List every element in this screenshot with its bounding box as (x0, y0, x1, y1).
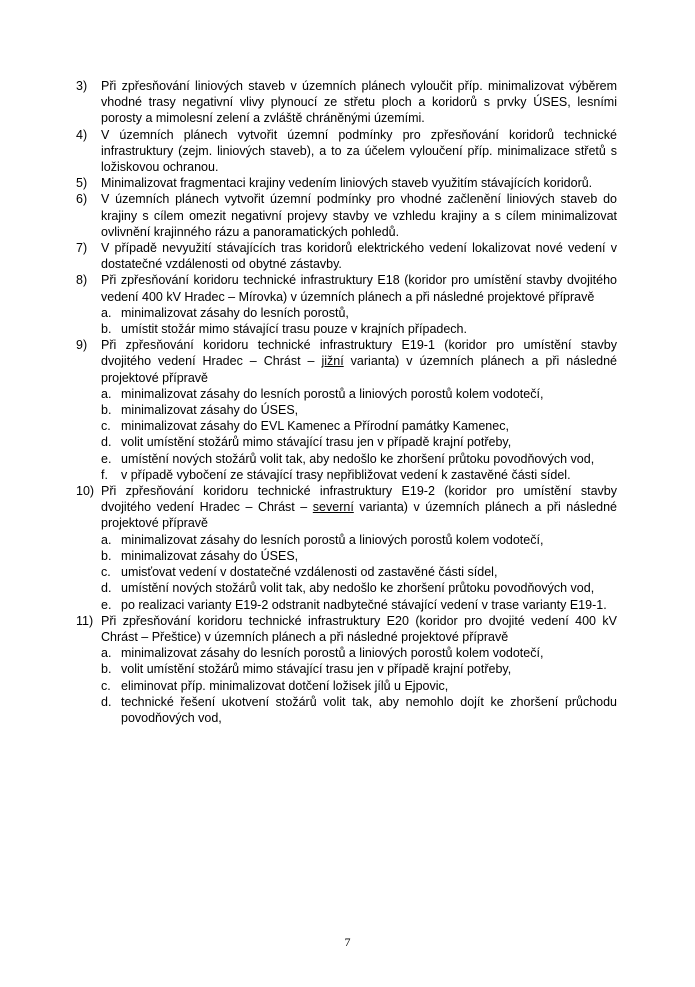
sub-item-letter: d. (101, 581, 112, 596)
sub-item (76, 678, 617, 694)
sub-item-letter: c. (101, 419, 111, 434)
sub-item (76, 321, 617, 337)
item-number: 3) (76, 79, 88, 93)
item-text-part: Při zpřesňování koridoru technické infrastruktury E19-2 (koridor pro umístění stavby dvojitého vedení Hradec – Chrást – (101, 484, 617, 515)
sub-item-text: minimalizovat zásahy do ÚSES, (121, 403, 299, 418)
item-text-part: varianta) v územních plánech a při následné projektové přípravě (101, 354, 618, 385)
list-item-7 (76, 240, 617, 272)
sub-item-letter: b. (101, 322, 112, 337)
item-text: Minimalizovat fragmentaci krajiny vedením liniových staveb využitím stávajících koridorů. (101, 176, 593, 191)
list-item-4 (76, 127, 617, 176)
sub-item (76, 386, 617, 402)
item-text-part: Při zpřesňování koridoru technické infrastruktury E19-1 (koridor pro umístění stavby dvojitého vedení Hradec – Chrást – (101, 338, 617, 369)
sublist-9 (76, 386, 617, 483)
item-number: 10) (76, 484, 95, 499)
item-text: V případě nevyužití stávajících tras koridorů elektrického vedení lokalizovat nové vedení v dostatečné vzdálenosti od obytné zástavby. (101, 241, 617, 272)
item-text: V územních plánech vytvořit územní podmínky pro zpřesňování koridorů technické infrastruktury (zejm. liniových staveb), a to za účelem vyloučení příp. minimalizace střetů s ložiskovou ochranou. (101, 127, 617, 175)
sub-item-text: umisťovat vedení v dostatečné vzdálenosti od zastavěné části sídel, (121, 565, 498, 580)
underlined-variant: jižní (321, 354, 344, 369)
item-text: Při zpřesňování koridoru technické infrastruktury E20 (koridor pro dvojité vedení 400 kV Chrást – Přeštice) v územních plánech a při následné projektové přípravě (101, 613, 617, 644)
sub-item-letter: b. (101, 403, 112, 418)
list-item-10 (76, 483, 617, 532)
sub-item-text: po realizaci varianty E19-2 odstranit nadbytečné stávající vedení v trase varianty E19-1. (121, 597, 607, 612)
item-text: Při zpřesňování koridoru technické infrastruktury E18 (koridor pro umístění stavby dvojitého vedení 400 kV Hradec – Mírovka) v územních plánech a při následné projektové přípravě (101, 273, 617, 304)
sub-item (76, 467, 617, 483)
item-number: 11) (76, 613, 94, 628)
sub-item-letter: a. (101, 305, 112, 320)
sub-item-letter: f. (101, 467, 108, 482)
sub-item (76, 694, 617, 726)
list-item-3 (76, 78, 617, 127)
sub-item (76, 418, 617, 434)
sub-item-letter: b. (101, 662, 112, 677)
item-text (101, 484, 617, 530)
item-text (101, 338, 617, 384)
sub-item-letter: a. (101, 646, 112, 661)
sub-item-letter: a. (101, 532, 112, 547)
sublist-10 (76, 532, 617, 613)
item-number: 5) (76, 176, 88, 191)
item-text-part: varianta) v územních plánech a při následné projektové přípravě (101, 500, 617, 531)
item-text: V územních plánech vytvořit územní podmínky pro vhodné začlenění liniových staveb do krajiny s cílem omezit negativní projevy stavby ve vzhledu krajiny a s cílem minimalizovat ovlivnění krajinného rázu a panoramatických pohledů. (101, 192, 617, 239)
sub-item (76, 434, 617, 450)
sub-item-letter: d. (101, 435, 112, 450)
item-number: 8) (76, 273, 88, 288)
sub-item (76, 402, 617, 418)
sub-item-letter: e. (101, 451, 112, 466)
sublist-8 (76, 305, 617, 337)
sub-item (76, 564, 617, 580)
sub-item-text: volit umístění stožárů mimo stávající trasu jen v případě krajní potřeby, (121, 662, 512, 677)
sub-item (76, 532, 617, 548)
sub-item-text: minimalizovat zásahy do lesních porostů a liniových porostů kolem vodotečí, (121, 646, 544, 661)
item-number: 7) (76, 241, 88, 256)
sub-item-letter: a. (101, 386, 112, 401)
sub-item-text: umístit stožár mimo stávající trasu pouze v krajních případech. (121, 322, 467, 337)
sub-item-text: technické řešení ukotvení stožárů volit tak, aby nemohlo dojít ke zhoršení průchodu povodňových vod, (121, 694, 617, 725)
list-item-9 (76, 337, 617, 386)
item-text: Při zpřesňování liniových staveb v územních plánech vyloučit příp. minimalizovat výběrem vhodné trasy negativní vlivy plynoucí ze střetu ploch a koridorů s prvky ÚSES, lesními porosty a mimolesní zelení a zvláště chráněnými územími. (101, 79, 617, 126)
sublist-11 (76, 645, 617, 726)
sub-item-text: minimalizovat zásahy do lesních porostů a liniových porostů kolem vodotečí, (121, 386, 544, 401)
list-item-8 (76, 272, 617, 304)
item-number: 6) (76, 192, 88, 207)
sub-item (76, 580, 617, 596)
sub-item-letter: c. (101, 678, 111, 693)
sub-item-text: volit umístění stožárů mimo stávající trasu jen v případě krajní potřeby, (121, 435, 512, 450)
sub-item (76, 548, 617, 564)
list-item-5 (76, 175, 617, 191)
sub-item-text: eliminovat příp. minimalizovat dotčení ložisek jílů u Ejpovic, (121, 678, 449, 693)
sub-item (76, 645, 617, 661)
sub-item-text: minimalizovat zásahy do EVL Kamenec a Přírodní památky Kamenec, (121, 419, 509, 434)
sub-item-text: minimalizovat zásahy do lesních porostů a liniových porostů kolem vodotečí, (121, 532, 544, 547)
sub-item (76, 305, 617, 321)
sub-item-letter: c. (101, 565, 111, 580)
sub-item-text: minimalizovat zásahy do lesních porostů, (121, 305, 349, 320)
sub-item-letter: b. (101, 548, 112, 563)
sub-item (76, 451, 617, 467)
list-item-6 (76, 191, 617, 240)
sub-item-text: umístění nových stožárů volit tak, aby nedošlo ke zhoršení průtoku povodňových vod, (121, 581, 595, 596)
sub-item-letter: e. (101, 597, 112, 612)
sub-item (76, 597, 617, 613)
sub-item-text: umístění nových stožárů volit tak, aby nedošlo ke zhoršení průtoku povodňových vod, (121, 451, 595, 466)
sub-item (76, 661, 617, 677)
list-item-11 (76, 613, 617, 645)
item-number: 9) (76, 338, 88, 353)
sub-item-text: minimalizovat zásahy do ÚSES, (121, 548, 299, 563)
underlined-variant: severní (312, 500, 354, 515)
sub-item-text: v případě vybočení ze stávající trasy nepřibližovat vedení k zastavěné části sídel. (121, 467, 571, 482)
page-number: 7 (344, 935, 351, 949)
item-number: 4) (76, 127, 88, 142)
sub-item-letter: d. (101, 694, 112, 709)
document-body (76, 78, 617, 726)
